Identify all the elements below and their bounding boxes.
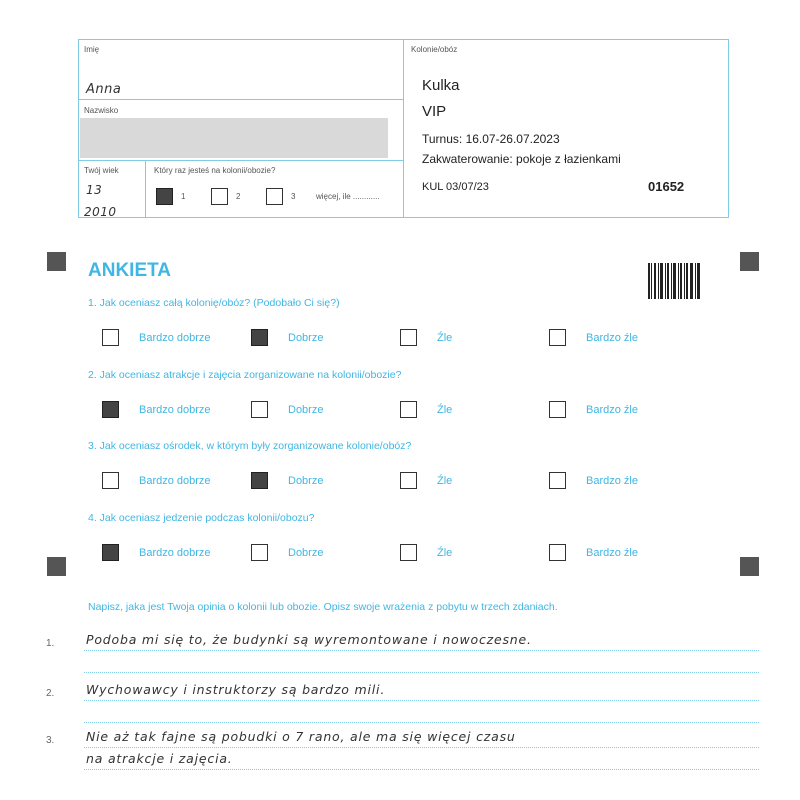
question-3-text: 3. Jak oceniasz ośrodek, w którym były zorganizowane kolonie/obóz? (88, 440, 412, 452)
question-3-option-label: Bardzo źle (586, 475, 638, 487)
registration-marker-tl (47, 252, 66, 271)
ktory-raz-label: Który raz jesteś na kolonii/obozie? (154, 166, 276, 175)
answer-3-number: 3. (46, 735, 55, 746)
question-1-option-label: Bardzo dobrze (139, 332, 211, 344)
question-4-option-label: Źle (437, 547, 453, 559)
answer-3-dotted-line (84, 747, 759, 748)
nazwisko-label: Nazwisko (84, 106, 119, 115)
question-3-option-label: Źle (437, 475, 453, 487)
question-1-option-label: Dobrze (288, 332, 324, 344)
question-4-checkbox-3[interactable] (400, 544, 417, 561)
question-1-checkbox-3[interactable] (400, 329, 417, 346)
question-1-checkbox-2[interactable] (251, 329, 268, 346)
question-1-checkbox-1[interactable] (102, 329, 119, 346)
question-2-option-label: Bardzo dobrze (139, 404, 211, 416)
question-3-checkbox-4[interactable] (549, 472, 566, 489)
answer-1-dotted-line (84, 672, 759, 673)
question-3-checkbox-1[interactable] (102, 472, 119, 489)
question-4-text: 4. Jak oceniasz jedzenie podczas kolonii/obozu? (88, 512, 315, 524)
answer-3-dotted-line (84, 769, 759, 770)
zakwaterowanie: Zakwaterowanie: pokoje z łazienkami (422, 152, 621, 166)
form-number: 01652 (648, 179, 685, 194)
question-1-option-label: Źle (437, 332, 453, 344)
wiek-value: 13 (86, 183, 103, 197)
survey-title: ANKIETA (88, 260, 172, 281)
question-4-checkbox-4[interactable] (549, 544, 566, 561)
question-4-option-label: Bardzo dobrze (139, 547, 211, 559)
question-4-option-label: Dobrze (288, 547, 324, 559)
question-3-checkbox-2[interactable] (251, 472, 268, 489)
question-2-option-label: Źle (437, 404, 453, 416)
imie-label: Imię (84, 45, 100, 54)
question-3-option-label: Dobrze (288, 475, 324, 487)
question-2-checkbox-2[interactable] (251, 401, 268, 418)
question-3-option-label: Bardzo dobrze (139, 475, 211, 487)
question-4-checkbox-1[interactable] (102, 544, 119, 561)
registration-marker-br (740, 557, 759, 576)
answer-2-number: 2. (46, 688, 55, 699)
answer-2-dotted-line (84, 700, 759, 701)
ktory-raz-checkbox-1[interactable] (156, 188, 173, 205)
question-2-checkbox-4[interactable] (549, 401, 566, 418)
wiecej-label: więcej, ile ............ (316, 192, 380, 201)
header-divider-vertical (403, 40, 404, 217)
opinion-prompt: Napisz, jaka jest Twoja opinia o kolonii lub obozie. Opisz swoje wrażenia z pobytu w trzech zdaniach. (88, 601, 558, 613)
question-2-checkbox-1[interactable] (102, 401, 119, 418)
redacted-surname (80, 118, 388, 158)
answer-1-handwriting: Podoba mi się to, że budynki są wyremontowane i nowoczesne. (86, 632, 532, 647)
ktory-raz-checkbox-3[interactable] (266, 188, 283, 205)
question-2-checkbox-3[interactable] (400, 401, 417, 418)
answer-3-handwriting: na atrakcje i zajęcia. (86, 751, 233, 766)
registration-marker-bl (47, 557, 66, 576)
question-2-option-label: Bardzo źle (586, 404, 638, 416)
ktory-raz-option-1: 1 (181, 192, 186, 201)
header-divider-age-vertical (145, 160, 146, 217)
kolonie-label: Kolonie/obóz (411, 45, 458, 54)
wiek-label: Twój wiek (84, 166, 119, 175)
turnus: Turnus: 16.07-26.07.2023 (422, 132, 560, 146)
header-divider-name (79, 99, 403, 100)
ktory-raz-checkbox-2[interactable] (211, 188, 228, 205)
ktory-raz-option-3: 3 (291, 192, 296, 201)
imie-value: Anna (86, 82, 122, 97)
question-3-checkbox-3[interactable] (400, 472, 417, 489)
registration-marker-tr (740, 252, 759, 271)
question-2-text: 2. Jak oceniasz atrakcje i zajęcia zorganizowane na kolonii/obozie? (88, 369, 402, 381)
answer-2-handwriting: Wychowawcy i instruktorzy są bardzo mili. (86, 682, 386, 697)
kolonia-name: Kulka (422, 77, 460, 94)
question-1-text: 1. Jak oceniasz całą kolonię/obóz? (Podobało Ci się?) (88, 297, 340, 309)
question-2-option-label: Dobrze (288, 404, 324, 416)
ktory-raz-option-2: 2 (236, 192, 241, 201)
question-4-option-label: Bardzo źle (586, 547, 638, 559)
answer-2-dotted-line (84, 722, 759, 723)
barcode-icon (648, 263, 700, 299)
answer-3-handwriting: Nie aż tak fajne są pobudki o 7 rano, ale ma się więcej czasu (86, 729, 516, 744)
answer-1-number: 1. (46, 638, 55, 649)
question-1-checkbox-4[interactable] (549, 329, 566, 346)
header-divider-age (79, 160, 403, 161)
question-4-checkbox-2[interactable] (251, 544, 268, 561)
kolonia-type: VIP (422, 103, 447, 120)
question-1-option-label: Bardzo źle (586, 332, 638, 344)
answer-1-dotted-line (84, 650, 759, 651)
kolonia-code: KUL 03/07/23 (422, 181, 489, 193)
rok-value: 2010 (84, 205, 117, 219)
